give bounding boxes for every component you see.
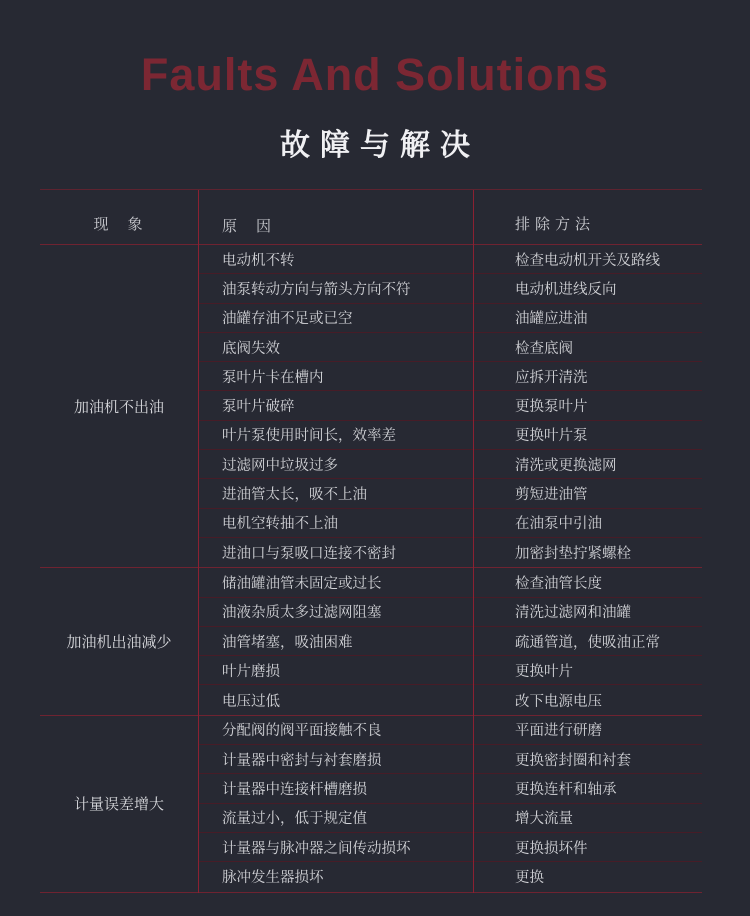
phenomenon-label: 加油机不出油 bbox=[73, 398, 164, 416]
cause-cell: 过滤网中垃圾过多 bbox=[222, 457, 338, 474]
table-row bbox=[198, 538, 702, 567]
table-row bbox=[198, 656, 702, 685]
solution-cell: 更换泵叶片 bbox=[515, 399, 588, 416]
faults-table bbox=[40, 189, 702, 893]
table-row bbox=[198, 479, 702, 508]
cause-cell: 泵叶片破碎 bbox=[222, 399, 295, 416]
section-metering-error bbox=[40, 716, 702, 893]
table-row bbox=[198, 833, 702, 862]
cause-cell: 油管堵塞，吸油困难 bbox=[222, 634, 353, 651]
table-row bbox=[198, 509, 702, 538]
solution-cell: 电动机进线反向 bbox=[515, 281, 617, 298]
solution-cell: 平面进行研磨 bbox=[515, 723, 602, 740]
header-solution: 排除方法 bbox=[515, 215, 596, 233]
table-row bbox=[198, 362, 702, 391]
cause-cell: 流量过小，低于规定值 bbox=[222, 811, 367, 828]
table-row bbox=[198, 245, 702, 274]
cause-cell: 泵叶片卡在槽内 bbox=[222, 369, 324, 386]
cause-cell: 油液杂质太多过滤网阻塞 bbox=[222, 605, 382, 622]
cause-cell: 进油口与泵吸口连接不密封 bbox=[222, 546, 396, 563]
cause-cell: 进油管太长，吸不上油 bbox=[222, 487, 367, 504]
solution-cell: 加密封垫拧紧螺栓 bbox=[515, 546, 631, 563]
cause-cell: 计量器中密封与衬套磨损 bbox=[222, 752, 382, 769]
cause-cell: 计量器与脉冲器之间传动损坏 bbox=[222, 840, 411, 857]
header-phenomenon: 现 象 bbox=[93, 215, 145, 233]
phenomenon-label: 计量误差增大 bbox=[73, 796, 164, 814]
page-header bbox=[0, 0, 750, 164]
solution-cell: 疏通管道，使吸油正常 bbox=[515, 634, 660, 651]
solution-cell: 更换叶片泵 bbox=[515, 428, 588, 445]
solution-cell: 更换连杆和轴承 bbox=[515, 781, 617, 798]
table-row bbox=[198, 627, 702, 656]
solution-cell: 更换损坏件 bbox=[515, 840, 588, 857]
solution-cell: 更换密封圈和衬套 bbox=[515, 752, 631, 769]
solution-cell: 检查电动机开关及路线 bbox=[515, 252, 660, 269]
table-row bbox=[198, 862, 702, 891]
section-no-oil-output bbox=[40, 245, 702, 568]
solution-cell: 改下电源电压 bbox=[515, 693, 602, 710]
solution-cell: 更换 bbox=[515, 870, 544, 887]
cause-cell: 叶片磨损 bbox=[222, 663, 280, 680]
table-row bbox=[198, 421, 702, 450]
solution-cell: 检查油管长度 bbox=[515, 575, 602, 592]
solution-cell: 清洗或更换滤网 bbox=[515, 457, 617, 474]
solution-cell: 检查底阀 bbox=[515, 340, 573, 357]
solution-cell: 增大流量 bbox=[515, 811, 573, 828]
table-row bbox=[198, 304, 702, 333]
table-row bbox=[198, 685, 702, 714]
solution-cell: 更换叶片 bbox=[515, 663, 573, 680]
table-row bbox=[198, 391, 702, 420]
section-rows bbox=[198, 716, 702, 892]
table-row bbox=[198, 450, 702, 479]
section-rows bbox=[198, 245, 702, 567]
cause-cell: 储油罐油管未固定或过长 bbox=[222, 575, 382, 592]
solution-cell: 剪短进油管 bbox=[515, 487, 588, 504]
column-divider-2 bbox=[473, 190, 474, 893]
table-row bbox=[198, 568, 702, 597]
cause-cell: 底阀失效 bbox=[222, 340, 280, 357]
phenomenon-label: 加油机出油减少 bbox=[66, 634, 172, 651]
page-title-chinese: 故障与解决 bbox=[280, 128, 480, 162]
column-divider-1 bbox=[198, 190, 199, 893]
solution-cell: 油罐应进油 bbox=[515, 311, 588, 328]
table-row bbox=[198, 774, 702, 803]
page-title-english: Faults And Solutions bbox=[140, 49, 610, 100]
table-row bbox=[198, 745, 702, 774]
table-row bbox=[198, 274, 702, 303]
cause-cell: 电机空转抽不上油 bbox=[222, 516, 338, 533]
cause-cell: 电动机不转 bbox=[222, 252, 295, 269]
solution-cell: 在油泵中引油 bbox=[515, 516, 602, 533]
solution-cell: 清洗过滤网和油罐 bbox=[515, 605, 631, 622]
header-cause: 原 因 bbox=[222, 217, 274, 235]
table-row bbox=[198, 333, 702, 362]
table-row bbox=[198, 598, 702, 627]
table-row bbox=[198, 804, 702, 833]
table-header-row bbox=[40, 190, 702, 245]
table-row bbox=[198, 716, 702, 745]
cause-cell: 脉冲发生器损坏 bbox=[222, 870, 324, 887]
section-reduced-oil-output bbox=[40, 568, 702, 715]
section-rows bbox=[198, 568, 702, 714]
cause-cell: 电压过低 bbox=[222, 693, 280, 710]
cause-cell: 叶片泵使用时间长，效率差 bbox=[222, 428, 396, 445]
cause-cell: 油泵转动方向与箭头方向不符 bbox=[222, 281, 411, 298]
cause-cell: 油罐存油不足或已空 bbox=[222, 311, 353, 328]
solution-cell: 应拆开清洗 bbox=[515, 369, 588, 386]
cause-cell: 计量器中连接杆槽磨损 bbox=[222, 781, 367, 798]
cause-cell: 分配阀的阀平面接触不良 bbox=[222, 723, 382, 740]
